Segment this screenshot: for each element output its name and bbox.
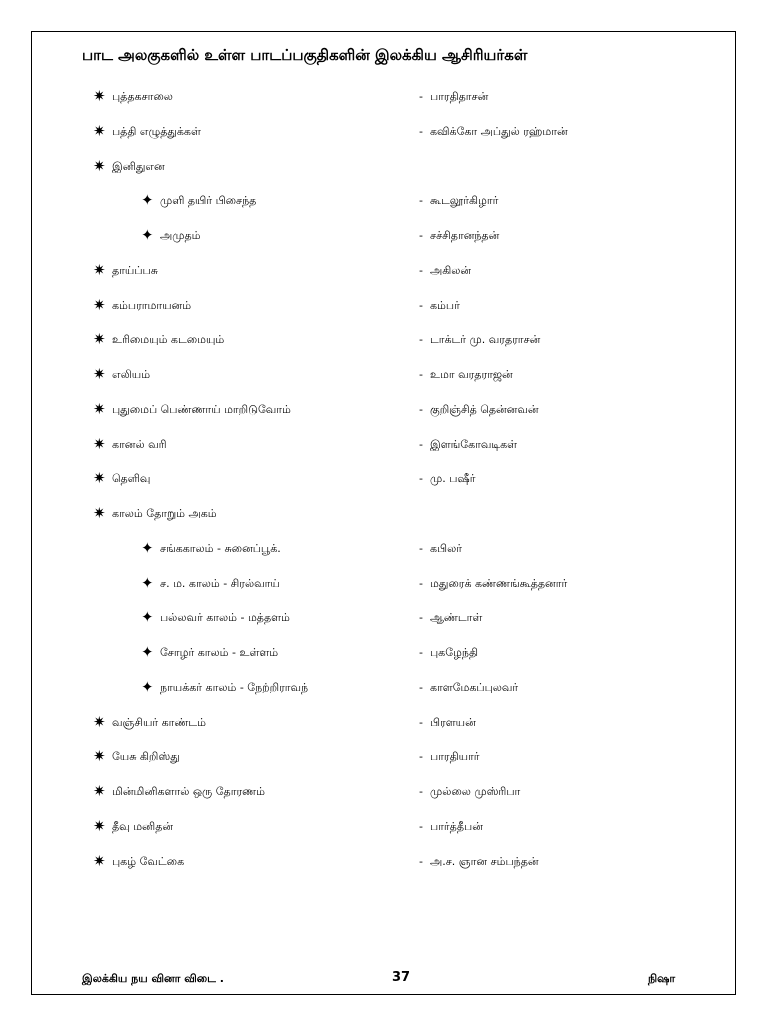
list-item bbox=[0, 157, 768, 177]
asterisk-bullet-icon: ✷ bbox=[93, 87, 106, 105]
asterisk-bullet-icon: ✷ bbox=[93, 435, 106, 453]
sub-list-item bbox=[0, 643, 768, 663]
separator-dash: - bbox=[419, 264, 423, 277]
footer-book-title: இலக்கிய நய வினா விடை . bbox=[82, 972, 224, 985]
four-point-star-bullet-icon: ✦ bbox=[141, 608, 154, 626]
list-item bbox=[0, 400, 768, 420]
author-name: முல்லை முஸ்ரிபா bbox=[430, 785, 521, 798]
lesson-title: எலியம் bbox=[112, 368, 151, 381]
four-point-star-bullet-icon: ✦ bbox=[141, 191, 154, 209]
author-name: இளங்கோவடிகள் bbox=[430, 438, 518, 451]
lesson-title: கம்பராமாயனம் bbox=[112, 299, 192, 312]
lesson-title: ச. ம. காலம் - சிரல்வாய் bbox=[160, 577, 280, 590]
list-item bbox=[0, 365, 768, 385]
asterisk-bullet-icon: ✷ bbox=[93, 852, 106, 870]
list-item bbox=[0, 261, 768, 281]
separator-dash: - bbox=[419, 542, 423, 555]
author-name: குறிஞ்சித் தென்னவன் bbox=[430, 403, 539, 416]
author-name: உமா வரதராஜன் bbox=[430, 368, 513, 381]
separator-dash: - bbox=[419, 750, 423, 763]
lesson-title: பல்லவர் காலம் - மத்தளம் bbox=[160, 611, 290, 624]
lesson-title: தெளிவு bbox=[112, 472, 151, 485]
lesson-title: புகழ் வேட்கை bbox=[112, 855, 185, 868]
sub-list-item bbox=[0, 539, 768, 559]
lesson-title: புதுமைப் பெண்ணாய் மாறிடுவோம் bbox=[112, 403, 291, 416]
lesson-title: பத்தி எழுத்துக்கள் bbox=[112, 125, 201, 138]
lesson-title: சங்ககாலம் - சுனைப்பூக். bbox=[160, 542, 281, 555]
author-name: புகழேந்தி bbox=[430, 646, 478, 659]
author-name: ஆண்டாள் bbox=[430, 611, 483, 624]
sub-list-item bbox=[0, 574, 768, 594]
author-name: சச்சிதானந்தன் bbox=[430, 229, 500, 242]
asterisk-bullet-icon: ✷ bbox=[93, 504, 106, 522]
separator-dash: - bbox=[419, 299, 423, 312]
separator-dash: - bbox=[419, 646, 423, 659]
list-item bbox=[0, 713, 768, 733]
sub-list-item bbox=[0, 226, 768, 246]
asterisk-bullet-icon: ✷ bbox=[93, 330, 106, 348]
asterisk-bullet-icon: ✷ bbox=[93, 296, 106, 314]
author-name: மு. பஷீர் bbox=[430, 472, 476, 485]
lesson-title: புத்தகசாலை bbox=[112, 90, 173, 103]
author-name: பாரதியார் bbox=[430, 750, 480, 763]
list-item bbox=[0, 296, 768, 316]
author-name: கவிக்கோ அப்துல் ரஹ்மான் bbox=[430, 125, 568, 138]
lesson-title: நாயக்கர் காலம் - நேற்றிராவந் bbox=[160, 681, 309, 694]
four-point-star-bullet-icon: ✦ bbox=[141, 539, 154, 557]
list-item bbox=[0, 87, 768, 107]
footer-author-name: நிஷா bbox=[648, 972, 676, 985]
separator-dash: - bbox=[419, 90, 423, 103]
separator-dash: - bbox=[419, 368, 423, 381]
lesson-title: காலம் தோறும் அகம் bbox=[112, 507, 217, 520]
sub-list-item bbox=[0, 191, 768, 211]
asterisk-bullet-icon: ✷ bbox=[93, 469, 106, 487]
asterisk-bullet-icon: ✷ bbox=[93, 261, 106, 279]
author-name: அ.ச. ஞான சம்பந்தன் bbox=[430, 855, 539, 868]
asterisk-bullet-icon: ✷ bbox=[93, 747, 106, 765]
separator-dash: - bbox=[419, 125, 423, 138]
author-name: மதுரைக் கண்ணங்கூத்தனார் bbox=[430, 577, 568, 590]
separator-dash: - bbox=[419, 577, 423, 590]
lesson-title: சோழர் காலம் - உள்ளம் bbox=[160, 646, 279, 659]
author-name: பிரளயன் bbox=[430, 716, 476, 729]
separator-dash: - bbox=[419, 229, 423, 242]
author-name: கபிலர் bbox=[430, 542, 462, 555]
list-item bbox=[0, 435, 768, 455]
asterisk-bullet-icon: ✷ bbox=[93, 122, 106, 140]
author-name: காளமேகப்புலவர் bbox=[430, 681, 519, 694]
separator-dash: - bbox=[419, 403, 423, 416]
lesson-title: உரிமையும் கடமையும் bbox=[112, 333, 225, 346]
list-item bbox=[0, 122, 768, 142]
four-point-star-bullet-icon: ✦ bbox=[141, 643, 154, 661]
lesson-title: கானல் வரி bbox=[112, 438, 167, 451]
list-item bbox=[0, 817, 768, 837]
author-name: அகிலன் bbox=[430, 264, 472, 277]
page-title: பாட அலகுகளில் உள்ள பாடப்பகுதிகளின் இலக்கிய ஆசிரியர்கள் bbox=[82, 46, 528, 64]
separator-dash: - bbox=[419, 194, 423, 207]
list-item bbox=[0, 747, 768, 767]
asterisk-bullet-icon: ✷ bbox=[93, 782, 106, 800]
lesson-title: தீவு மனிதன் bbox=[112, 820, 174, 833]
separator-dash: - bbox=[419, 855, 423, 868]
list-item bbox=[0, 504, 768, 524]
asterisk-bullet-icon: ✷ bbox=[93, 157, 106, 175]
four-point-star-bullet-icon: ✦ bbox=[141, 574, 154, 592]
lesson-title: மின்மினிகளால் ஒரு தோரணம் bbox=[112, 785, 265, 798]
list-item bbox=[0, 782, 768, 802]
separator-dash: - bbox=[419, 681, 423, 694]
asterisk-bullet-icon: ✷ bbox=[93, 713, 106, 731]
author-name: கூடலூர்கிழார் bbox=[430, 194, 499, 207]
separator-dash: - bbox=[419, 333, 423, 346]
asterisk-bullet-icon: ✷ bbox=[93, 400, 106, 418]
separator-dash: - bbox=[419, 820, 423, 833]
sub-list-item bbox=[0, 608, 768, 628]
four-point-star-bullet-icon: ✦ bbox=[141, 226, 154, 244]
separator-dash: - bbox=[419, 716, 423, 729]
lesson-title: தாய்ப்பசு bbox=[112, 264, 158, 277]
author-name: டாக்டர் மு. வரதராசன் bbox=[430, 333, 541, 346]
lesson-title: வஞ்சியர் காண்டம் bbox=[112, 716, 207, 729]
page-number: 37 bbox=[392, 970, 411, 985]
separator-dash: - bbox=[419, 785, 423, 798]
lesson-title: அமுதம் bbox=[160, 229, 201, 242]
list-item bbox=[0, 852, 768, 872]
lesson-title: இனிதுஎன bbox=[112, 160, 165, 173]
author-name: கம்பர் bbox=[430, 299, 460, 312]
list-item bbox=[0, 469, 768, 489]
sub-list-item bbox=[0, 678, 768, 698]
lesson-title: யேசு கிறிஸ்து bbox=[112, 750, 180, 763]
lesson-title: முளி தயிர் பிசைந்த bbox=[160, 194, 257, 207]
asterisk-bullet-icon: ✷ bbox=[93, 817, 106, 835]
author-name: பார்த்தீபன் bbox=[430, 820, 483, 833]
author-name: பாரதிதாசன் bbox=[430, 90, 489, 103]
list-item bbox=[0, 330, 768, 350]
separator-dash: - bbox=[419, 438, 423, 451]
asterisk-bullet-icon: ✷ bbox=[93, 365, 106, 383]
separator-dash: - bbox=[419, 611, 423, 624]
four-point-star-bullet-icon: ✦ bbox=[141, 678, 154, 696]
separator-dash: - bbox=[419, 472, 423, 485]
